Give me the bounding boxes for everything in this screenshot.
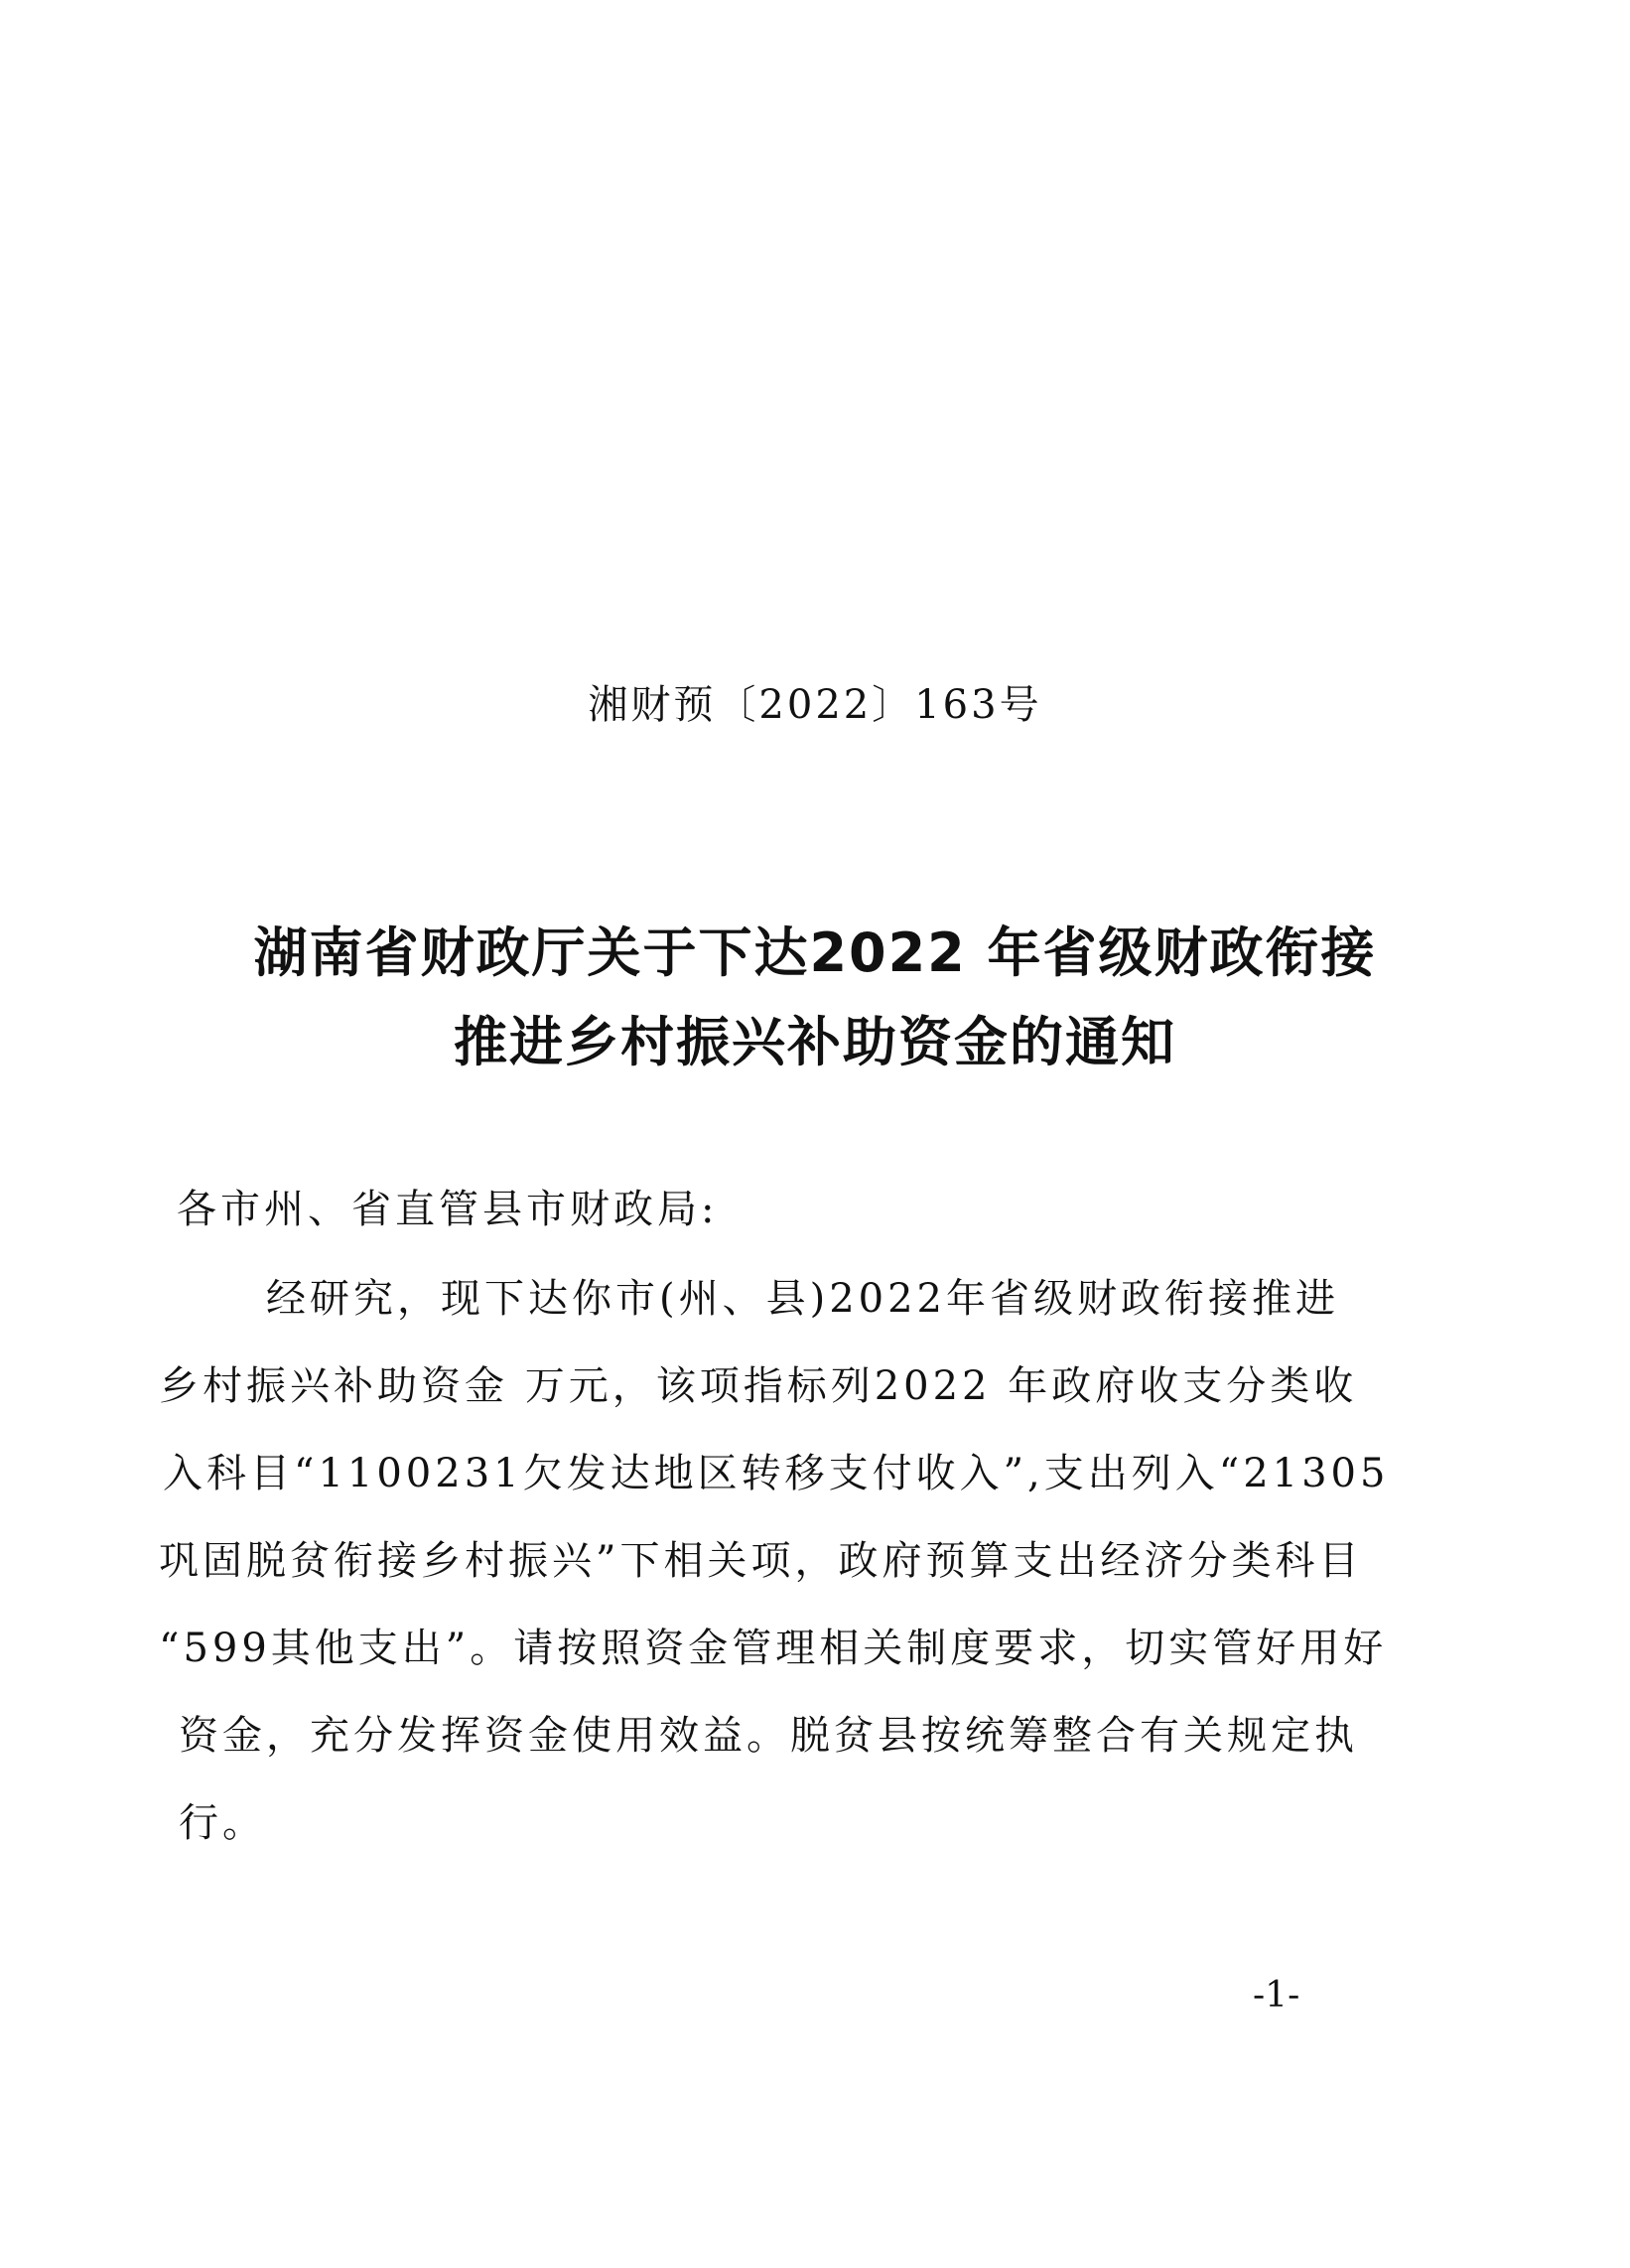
body-line-4: 巩固脱贫衔接乡村振兴”下相关项，政府预算支出经济分类科目 — [159, 1538, 1363, 1584]
body-line-2: 乡村振兴补助资金 万元，该项指标列2022 年政府收支分类收 — [159, 1363, 1358, 1409]
body-line-3: 入科目“1100231欠发达地区转移支付收入”,支出列入“21305 — [163, 1451, 1390, 1496]
document-number: 湘财预〔2022〕163号 — [588, 682, 1042, 728]
body-line-1: 经研究，现下达你市(州、县)2022年省级财政衔接推进 — [266, 1276, 1340, 1322]
page-number: -1- — [1253, 1975, 1300, 2016]
salutation: 各市州、省直管县市财政局: — [177, 1187, 719, 1232]
body-line-5: “599其他支出”。请按照资金管理相关制度要求，切实管好用好 — [159, 1626, 1388, 1671]
body-line-7: 行。 — [179, 1800, 266, 1846]
document-title — [0, 909, 1630, 1087]
body-line-6: 资金，充分发挥资金使用效益。脱贫县按统筹整合有关规定执 — [179, 1713, 1358, 1759]
title-line-2: 推进乡村振兴补助资金的通知 — [454, 1011, 1176, 1073]
title-line-1: 湖南省财政厅关于下达2022 年省级财政衔接 — [253, 921, 1377, 984]
